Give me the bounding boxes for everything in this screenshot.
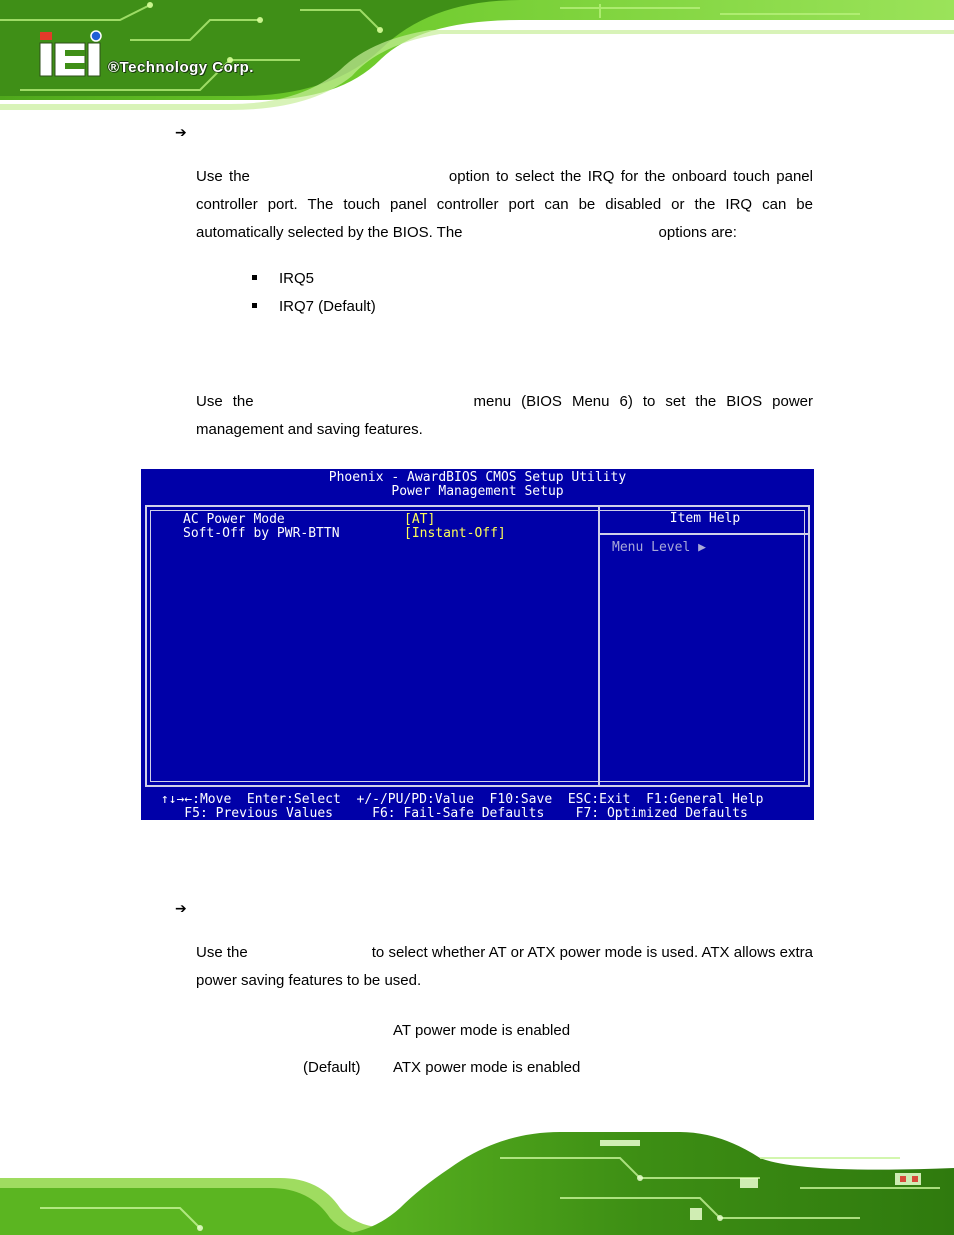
para-text: menu (BIOS Menu 6) to set the BIOS power management and saving features.	[196, 393, 813, 438]
bios-power-management-screen	[141, 469, 814, 820]
touch-panel-irq-description	[196, 163, 813, 247]
list-item: IRQ7 (Default)	[252, 298, 376, 315]
para-text: options are:	[658, 224, 737, 241]
para-text: option to select the IRQ for the onboard touch panel controller port. The touch panel controller port can be disabled or the IRQ can be automatically selected by the BIOS. The	[196, 168, 813, 241]
list-item: IRQ5	[252, 270, 314, 287]
bios-key-legend-2: F5: Previous Values F6: Fail-Safe Defaults F7: Optimized Defaults	[153, 806, 748, 820]
company-name: ®Technology Corp.	[108, 59, 254, 76]
para-text: Use the	[196, 944, 248, 961]
bios-key-legend: ↑↓→←:Move Enter:Select +/-/PU/PD:Value F10:Save ESC:Exit F1:General Help	[153, 792, 764, 807]
para-text: Use the	[196, 393, 254, 410]
page-footer	[0, 1128, 954, 1235]
page-header	[0, 0, 954, 112]
bios-frame	[145, 505, 810, 787]
ac-power-mode-description	[196, 939, 813, 995]
bios-title: Phoenix - AwardBIOS CMOS Setup Utility	[328, 470, 627, 485]
section-arrow-icon: ➔	[175, 901, 187, 917]
footer-circuit-banner	[0, 1128, 954, 1235]
header-circuit-banner	[0, 0, 954, 112]
option-default-tag: (Default)	[303, 1059, 361, 1076]
bios-item-soft-off-value[interactable]: [Instant-Off]	[404, 526, 506, 541]
option-atx-description: ATX power mode is enabled	[393, 1059, 581, 1076]
option-at-description: AT power mode is enabled	[393, 1022, 571, 1039]
item-help-title: Item Help	[669, 511, 741, 526]
bios-item-ac-power-mode-value[interactable]: [AT]	[404, 512, 436, 527]
para-text: Use the	[196, 168, 250, 185]
power-management-description	[196, 388, 813, 444]
bios-item-ac-power-mode-label[interactable]: AC Power Mode	[183, 512, 285, 527]
section-arrow-icon: ➔	[175, 125, 187, 141]
bios-subtitle: Power Management Setup	[391, 484, 564, 499]
menu-level-indicator: Menu Level ▶	[612, 540, 706, 555]
iei-logo	[38, 30, 108, 78]
para-text: to select whether AT or ATX power mode is used. ATX allows extra power saving features to be used.	[196, 944, 813, 989]
bios-item-soft-off-label[interactable]: Soft-Off by PWR-BTTN	[183, 526, 340, 541]
